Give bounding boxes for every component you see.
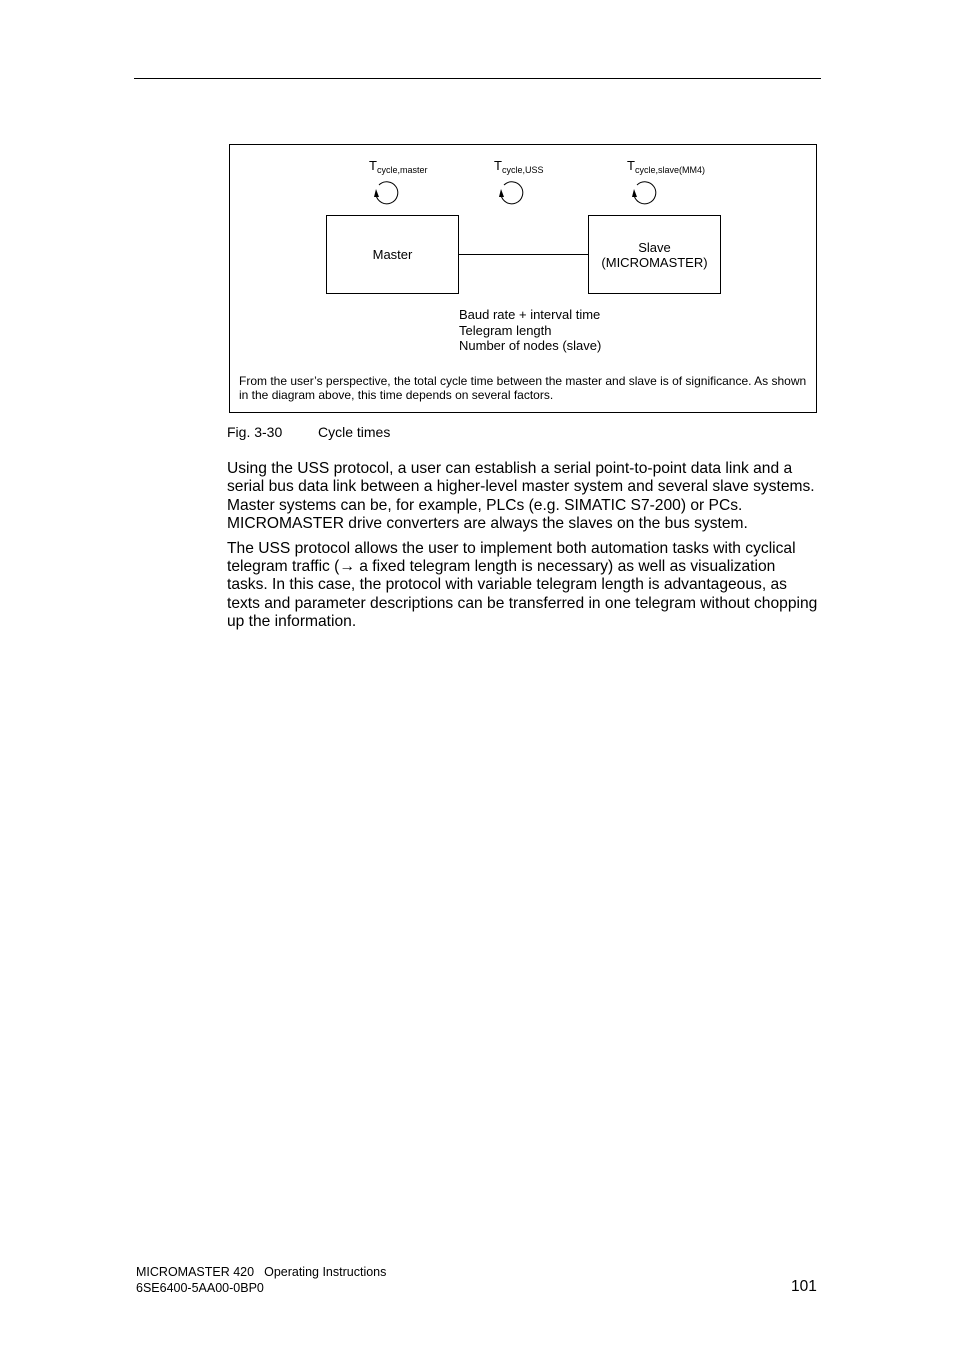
master-cycle-icon xyxy=(372,179,400,207)
slave-box xyxy=(588,215,721,294)
figure-caption xyxy=(227,424,390,440)
footer xyxy=(136,1264,386,1296)
cycle-times-figure xyxy=(229,144,817,413)
footer-product: MICROMASTER 420 xyxy=(136,1265,255,1279)
figure-note: From the user’s perspective, the total cycle time between the master and slave is of significance. As shown in the diagram above, this time depends on several factors. xyxy=(239,374,807,402)
factor-item: Telegram length xyxy=(459,322,552,338)
slave-cycle-icon xyxy=(630,179,658,207)
uss-cycle-label: $T_{cycle,USS}$ xyxy=(494,158,544,175)
factor-item: Baud rate + interval time xyxy=(459,307,601,322)
slave-label: Slave xyxy=(638,239,671,255)
paragraph: Using the USS protocol, a user can establish a serial point-to-point data link and a serial bus data link between a higher-level master system and several slave systems. Master systems can be, for example, PLCs (e.g. SIMATIC S7-200) or PCs. MICROMASTER drive converters are always the slaves on the bus system. xyxy=(227,460,815,533)
paragraph: The USS protocol allows the user to implement both automation tasks with cyclical telegram traffic (→ a fixed telegram length is necessary) as well as visualization tasks. In this case, the protocol with variable telegram length is advantageous, as texts and parameter descriptions can be transferred in one telegram without chopping up the information. xyxy=(227,539,818,631)
factor-list xyxy=(459,307,601,354)
footer-order-number: 6SE6400-5AA00-0BP0 xyxy=(136,1281,264,1295)
factor-item: Number of nodes (slave) xyxy=(459,338,602,353)
master-label: Master xyxy=(372,247,413,262)
slave-sublabel: (MICROMASTER) xyxy=(601,254,708,270)
figure-title: Cycle times xyxy=(318,424,391,440)
master-box xyxy=(326,215,459,294)
master-cycle-label: $T_{cycle,master}$ xyxy=(369,158,428,175)
header-rule xyxy=(134,78,821,79)
uss-cycle-icon xyxy=(497,179,525,207)
figure-number: Fig. 3-30 xyxy=(227,424,283,440)
body-text xyxy=(227,460,819,638)
bus-line xyxy=(459,254,589,255)
footer-doc-type: Operating Instructions xyxy=(264,1265,387,1279)
slave-cycle-label: $T_{cycle,slave(MM4)}$ xyxy=(627,158,705,175)
page-number: 101 xyxy=(791,1278,817,1295)
